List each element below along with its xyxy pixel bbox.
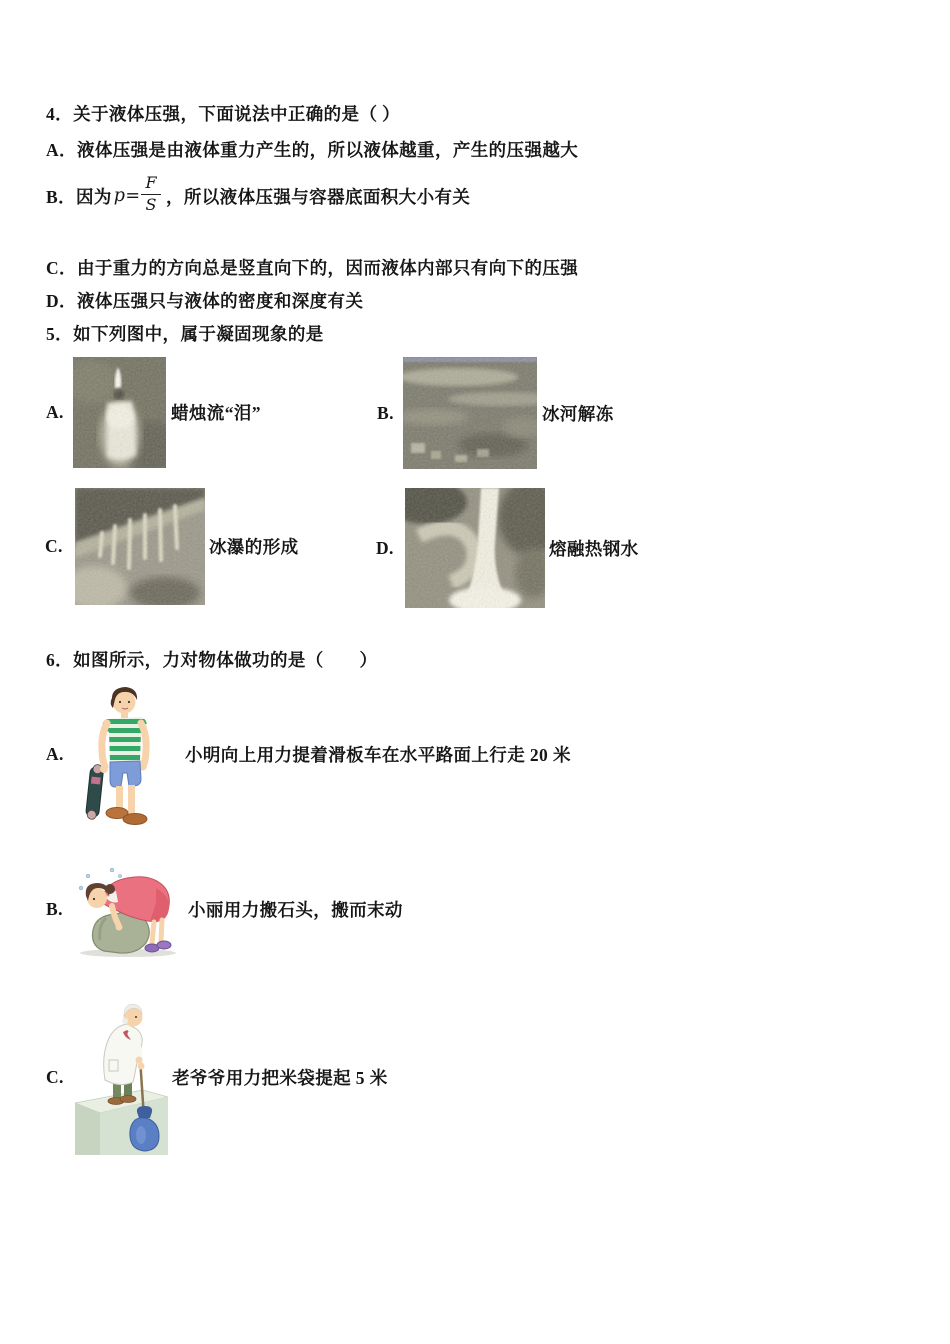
boy-scooter-cartoon bbox=[75, 683, 165, 825]
option-label: C. bbox=[45, 536, 63, 556]
grandpa-ricebag-cartoon-svg bbox=[75, 1000, 170, 1155]
formula-lhs: p= bbox=[113, 186, 141, 206]
option-label: C. bbox=[46, 1067, 64, 1087]
q6-option-b bbox=[46, 858, 403, 960]
girl-stone-cartoon-svg bbox=[76, 858, 183, 960]
q5-option-d bbox=[376, 488, 639, 608]
question-number: 5． bbox=[46, 324, 74, 344]
fraction-denominator: S bbox=[145, 194, 157, 214]
option-label: A． bbox=[46, 140, 77, 160]
option-label: A. bbox=[46, 402, 64, 422]
option-caption: 冰河解冻 bbox=[542, 403, 614, 424]
option-label: A. bbox=[46, 743, 64, 764]
candle-photo-svg bbox=[73, 357, 166, 468]
question-text: 如图所示，力对物体做功的是（ ） bbox=[73, 650, 378, 670]
option-caption: 老爷爷用力把米袋提起 5 米 bbox=[172, 1068, 388, 1088]
option-text: 液体压强是由液体重力产生的，所以液体越重，产生的压强越大 bbox=[76, 140, 579, 160]
option-text: 液体压强只与液体的密度和深度有关 bbox=[76, 291, 364, 311]
fraction-numerator: F bbox=[141, 174, 161, 194]
molten-steel-photo bbox=[405, 488, 545, 608]
question-5-stem bbox=[46, 321, 324, 346]
q4-option-c bbox=[46, 255, 578, 280]
q6-option-c bbox=[46, 1000, 388, 1155]
option-label: D． bbox=[46, 291, 77, 311]
option-caption: 熔融热钢水 bbox=[549, 538, 639, 559]
glacier-photo-svg bbox=[403, 357, 537, 469]
option-text: ，所以液体压强与容器底面积大小有关 bbox=[165, 186, 471, 207]
option-caption: 冰瀑的形成 bbox=[209, 537, 299, 557]
girl-stone-cartoon bbox=[76, 858, 183, 960]
option-label: D. bbox=[376, 537, 394, 558]
question-4-stem bbox=[46, 101, 400, 126]
option-label: C． bbox=[46, 258, 77, 278]
q4-option-d bbox=[46, 288, 363, 313]
candle-photo bbox=[73, 357, 166, 468]
molten-steel-photo-svg bbox=[405, 488, 545, 608]
option-label: B. bbox=[377, 402, 394, 423]
option-label: B. bbox=[46, 898, 63, 919]
option-text: 因为 bbox=[75, 186, 112, 207]
option-label: B． bbox=[46, 186, 76, 207]
fraction bbox=[141, 174, 161, 214]
grandpa-ricebag-cartoon bbox=[75, 1000, 170, 1155]
option-text: 由于重力的方向总是竖直向下的，因而液体内部只有向下的压强 bbox=[76, 258, 579, 278]
q4-option-a bbox=[46, 137, 578, 162]
boy-scooter-cartoon-svg bbox=[75, 683, 165, 825]
question-number: 4． bbox=[46, 104, 74, 124]
option-caption: 小明向上用力提着滑板车在水平路面上行走 20 米 bbox=[185, 744, 571, 765]
q6-option-a bbox=[46, 683, 571, 825]
question-number: 6． bbox=[46, 650, 74, 670]
ice-waterfall-photo-svg bbox=[75, 488, 205, 605]
q5-option-c bbox=[45, 488, 299, 605]
ice-waterfall-photo bbox=[75, 488, 205, 605]
q5-option-b bbox=[377, 357, 614, 469]
glacier-photo bbox=[403, 357, 537, 469]
q5-option-a bbox=[46, 357, 261, 468]
question-text: 如下列图中，属于凝固现象的是 bbox=[73, 324, 324, 344]
q4-option-b bbox=[46, 170, 470, 222]
option-caption: 小丽用力搬石头，搬而末动 bbox=[188, 899, 403, 920]
question-text: 关于液体压强，下面说法中正确的是（ ） bbox=[73, 104, 401, 124]
option-caption: 蜡烛流“泪” bbox=[171, 403, 261, 423]
question-6-stem bbox=[46, 647, 377, 672]
